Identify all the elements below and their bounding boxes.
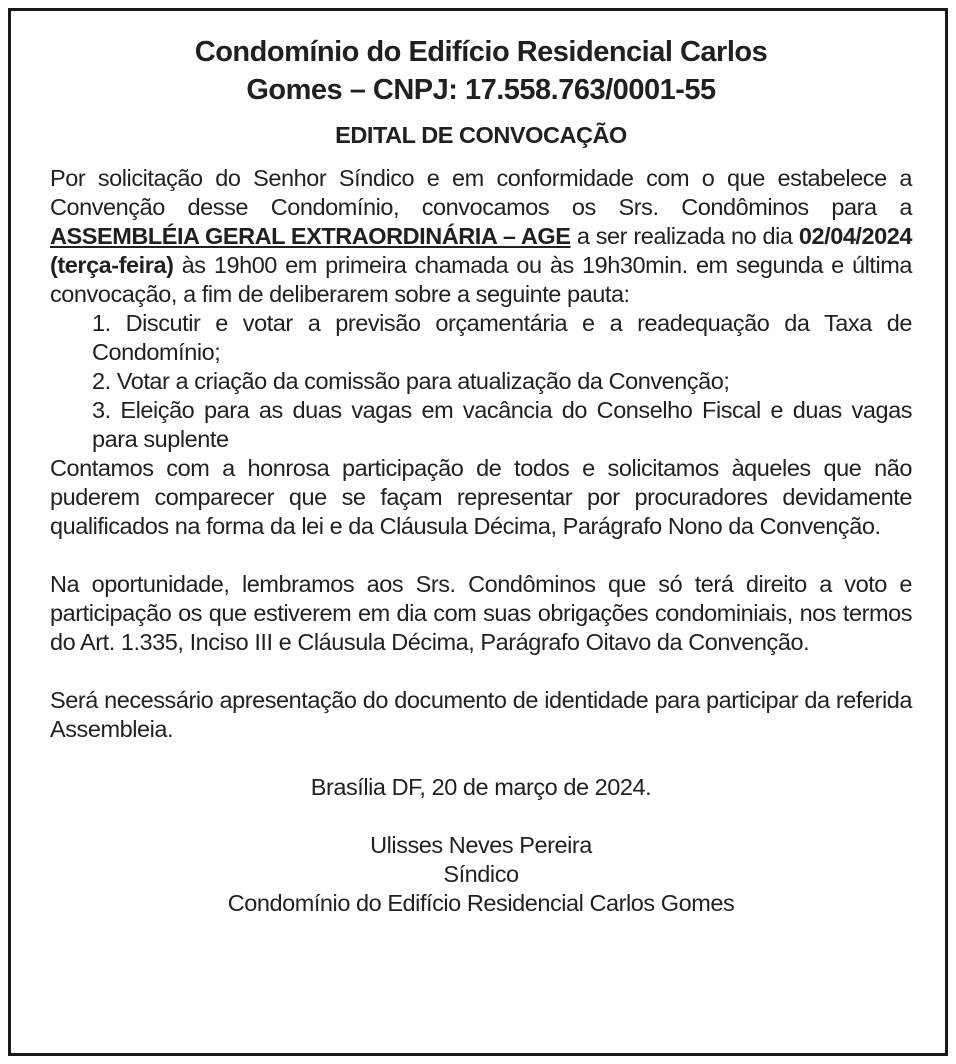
spacer — [50, 541, 912, 570]
notice-title — [50, 33, 912, 109]
notice-frame — [8, 8, 948, 1056]
identity-document-paragraph: Será necessário apresentação do documento de identidade para participar da referida Assembleia. — [50, 687, 912, 742]
agenda-item: 3. Eleição para as duas vagas em vacância do Conselho Fiscal e duas vagas para suplente — [92, 397, 912, 452]
signer-organization: Condomínio do Edifício Residencial Carlos Gomes — [227, 890, 735, 916]
assembly-name: ASSEMBLÉIA GERAL EXTRAORDINÁRIA – AGE — [50, 223, 571, 249]
signer-name: Ulisses Neves Pereira — [370, 832, 592, 858]
intro-text-3: às 19h00 em primeira chamada ou às 19h30min. em segunda e última convocação, a fim de deliberarem sobre a seguinte pauta: — [50, 252, 912, 307]
intro-text-1: Por solicitação do Senhor Síndico e em conformidade com o que estabelece a Convenção desse Condomínio, convocamos os Srs. Condôminos para a — [50, 165, 912, 220]
notice-heading: EDITAL DE CONVOCAÇÃO — [335, 122, 627, 148]
spacer — [50, 744, 912, 773]
spacer — [50, 802, 912, 831]
place-and-date: Brasília DF, 20 de março de 2024. — [310, 774, 652, 800]
agenda-item: 2. Votar a criação da comissão para atualização da Convenção; — [92, 368, 730, 394]
agenda-list — [50, 309, 912, 454]
notice-content — [50, 33, 912, 918]
assembly-date: 02/04/2024 (terça-feira) — [50, 223, 912, 278]
signer-role: Síndico — [443, 861, 519, 887]
spacer — [50, 657, 912, 686]
agenda-item: 1. Discutir e votar a previsão orçamentária e a readequação da Taxa de Condomínio; — [92, 310, 912, 365]
intro-text-2: a ser realizada no dia — [570, 223, 799, 249]
participation-paragraph: Contamos com a honrosa participação de todos e solicitamos àqueles que não puderem comparecer que se façam representar por procuradores devidamente qualificados na forma da lei e da Cláusula Décima, Parágrafo Nono da Convenção. — [50, 455, 912, 539]
title-line-2: Gomes – CNPJ: 17.558.763/0001-55 — [246, 74, 716, 106]
title-line-1: Condomínio do Edifício Residencial Carlos — [194, 36, 768, 68]
signature-block — [50, 831, 912, 918]
intro-paragraph — [50, 164, 912, 309]
voting-rights-paragraph: Na oportunidade, lembramos aos Srs. Condôminos que só terá direito a voto e participação os que estiverem em dia com suas obrigações condominiais, nos termos do Art. 1.335, Inciso III e Cláusula Décima, Parágrafo Oitavo da Convenção. — [50, 571, 912, 655]
